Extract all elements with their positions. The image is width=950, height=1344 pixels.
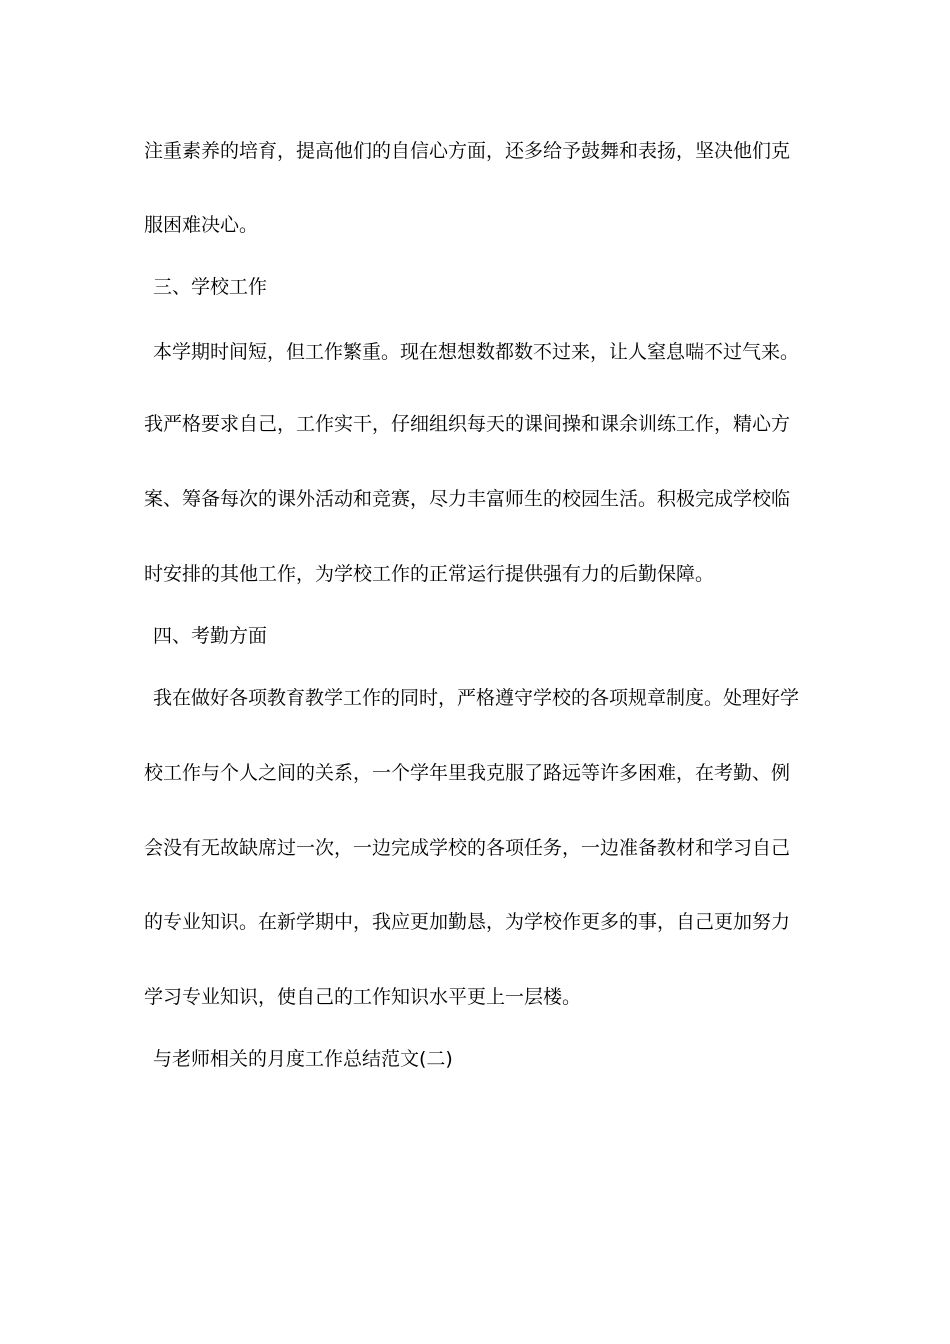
paragraph-line: 学习专业知识，使自己的工作知识水平更上一层楼。 bbox=[144, 986, 582, 1008]
paragraph-line: 我严格要求自己，工作实干，仔细组织每天的课间操和课余训练工作，精心方 bbox=[144, 413, 791, 435]
paragraph-line: 时安排的其他工作，为学校工作的正常运行提供强有力的后勤保障。 bbox=[144, 563, 715, 585]
paragraph-line: 校工作与个人之间的关系，一个学年里我克服了路远等许多困难，在考勤、例 bbox=[144, 762, 791, 784]
paragraph-line: 的专业知识。在新学期中，我应更加勤恳，为学校作更多的事，自己更加努力 bbox=[144, 911, 791, 933]
paragraph-line: 我在做好各项教育教学工作的同时，严格遵守学校的各项规章制度。处理好学 bbox=[153, 687, 800, 709]
paragraph-line: 注重素养的培育，提高他们的自信心方面，还多给予鼓舞和表扬，坚决他们克 bbox=[144, 140, 791, 162]
article-title: 与老师相关的月度工作总结范文(二) bbox=[153, 1048, 453, 1070]
section-heading: 四、考勤方面 bbox=[153, 625, 268, 647]
paragraph-line: 会没有无故缺席过一次，一边完成学校的各项任务，一边准备教材和学习自己 bbox=[144, 837, 791, 859]
paragraph-line: 案、筹备每次的课外活动和竞赛，尽力丰富师生的校园生活。积极完成学校临 bbox=[144, 488, 791, 510]
paragraph-line: 本学期时间短，但工作繁重。现在想想数都数不过来，让人窒息喘不过气来。 bbox=[153, 341, 800, 363]
section-heading: 三、学校工作 bbox=[153, 276, 268, 298]
paragraph-line: 服困难决心。 bbox=[144, 214, 259, 236]
